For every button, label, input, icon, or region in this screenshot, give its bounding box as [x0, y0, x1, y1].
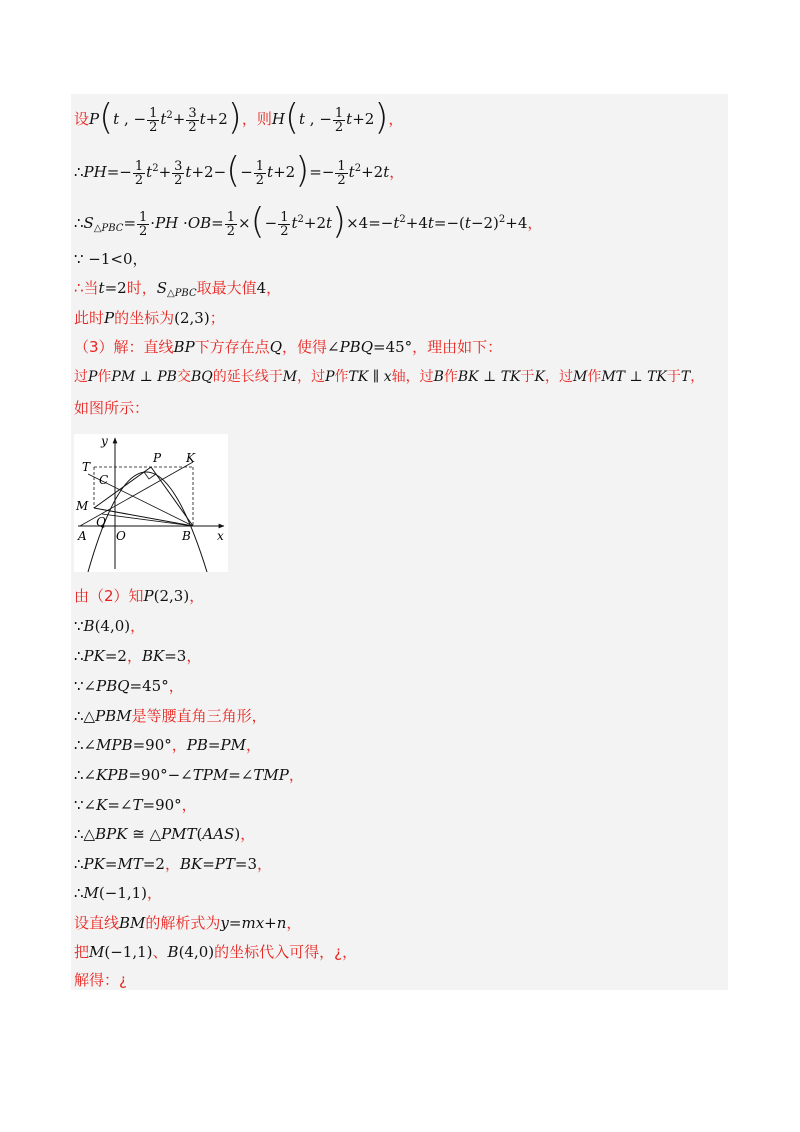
- line-2: ∴PH=− $\frac{1}{2}$ $t^2+$ $\frac{3}{2}$ t+2−(− $\frac{1}{2}$ t+2)=− $\frac{1}{2}$ $t^2+2t$，: [74, 150, 405, 191]
- line-11: ∵B(4,0)，: [74, 617, 146, 635]
- line-14: ∴△PBM是等腰直角三角形，: [74, 707, 267, 725]
- label-O: O: [116, 529, 126, 543]
- line-QB: [102, 514, 193, 526]
- line-9: 如图所示：: [74, 399, 150, 417]
- line-13: ∵∠PBQ=45°，: [74, 677, 184, 695]
- line-21: 设直线BM的解析式为y=mx+n，: [74, 914, 302, 932]
- label-P: P: [153, 451, 162, 465]
- line-12: ∴PK=2，BK=3，: [74, 647, 202, 665]
- line-8: 过P作PM ⊥ PB交BQ的延长线于M，过P作TK ∥ x轴，过B作BK ⊥ TK于K，过M作MT ⊥ TK于T，: [74, 369, 705, 385]
- line-PB: [151, 467, 193, 526]
- line-19: ∴PK=MT=2，BK=PT=3，: [74, 855, 273, 873]
- label-B: B: [182, 529, 191, 543]
- label-T: T: [82, 460, 91, 474]
- line-6: 此时P的坐标为(2,3)；: [74, 309, 225, 327]
- line-MB: [94, 508, 193, 526]
- line-18: ∴△BPK ≅ △PMT(AAS)，: [74, 825, 256, 843]
- line-15: ∴∠MPB=90°，PB=PM，: [74, 736, 261, 754]
- line-4: ∵ −1<0，: [74, 250, 148, 268]
- line-17: ∵∠K=∠T=90°，: [74, 796, 197, 814]
- line-20: ∴M(−1,1)，: [74, 884, 163, 902]
- parabola-diagram: [74, 434, 228, 572]
- line-3: $\therefore S_{\triangle PBC}=$ $\frac{1}{2}$ ·PH ·OB= $\frac{1}{2}$ ×(− $\frac{1}{2}$ $t^2+2t)\times 4=-t^2+4t=-(t-2)^2+4$，: [74, 201, 543, 242]
- line-7: （3）解：直线BP下方存在点Q，使得∠PBQ=45°，理由如下：: [74, 338, 503, 356]
- label-C: C: [99, 473, 109, 487]
- label-x: x: [217, 529, 224, 543]
- line-1: 设P(t , − $\frac{1}{2}$ $t^2+$ $\frac{3}{2}$ t+2)，则H(t , − $\frac{1}{2}$ t+2)，: [74, 97, 404, 138]
- line-10: 由（2）知P(2,3)，: [74, 587, 205, 605]
- geometry-figure: [74, 434, 228, 572]
- label-M: M: [76, 499, 89, 513]
- label-K: K: [186, 451, 195, 465]
- line-5: ∴当t=2时，$S_{\triangle PBC}$取最大值4，: [74, 279, 282, 299]
- label-A: A: [78, 529, 87, 543]
- right-angle-mark: [144, 472, 156, 479]
- line-23: 解得：¿: [74, 971, 127, 989]
- label-y: y: [101, 434, 108, 448]
- line-16: ∴∠KPB=90°−∠TPM=∠TMP，: [74, 766, 304, 784]
- line-22: 把M(−1,1)、B(4,0)的坐标代入可得，¿，: [74, 943, 358, 961]
- parabola: [88, 472, 207, 572]
- label-Q: Q: [96, 515, 106, 529]
